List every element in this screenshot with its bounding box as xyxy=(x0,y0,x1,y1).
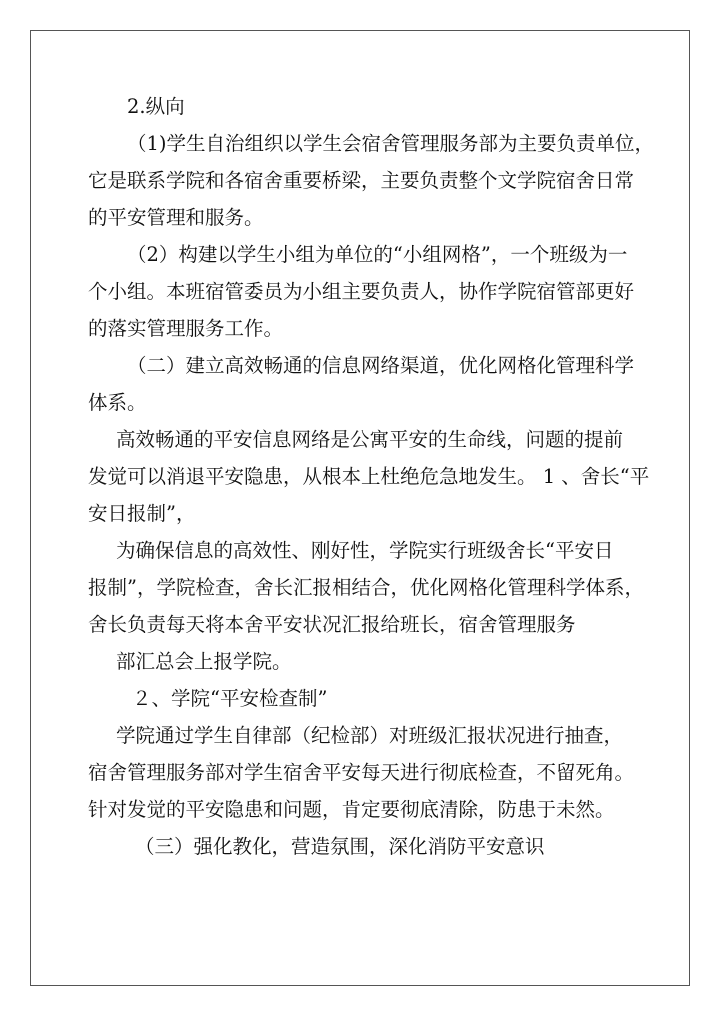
item-2-heading: ２、学院“平安检查制” xyxy=(132,687,328,710)
paragraph-4-line-1: 为确保信息的高效性、刚好性，学院实行班级舍长“平安日 xyxy=(116,539,614,562)
section-2-heading-line-2: 体系。 xyxy=(88,391,147,414)
paragraph-2-line-3: 的落实管理服务工作。 xyxy=(88,317,284,340)
heading-longitudinal: 2.纵向 xyxy=(127,95,185,118)
paragraph-2-line-2: 个小组。本班宿管委员为小组主要负责人，协作学院宿管部更好 xyxy=(88,280,635,303)
paragraph-5-line-3: 针对发觉的平安隐患和问题，肯定要彻底清除，防患于未然。 xyxy=(88,798,615,821)
paragraph-3-line-1: 高效畅通的平安信息网络是公寓平安的生命线，问题的提前 xyxy=(116,428,624,451)
paragraph-4-line-3: 舍长负责每天将本舍平安状况汇报给班长，宿舍管理服务 xyxy=(88,613,576,636)
paragraph-4-line-4: 部汇总会上报学院。 xyxy=(116,650,292,673)
paragraph-5-line-1: 学院通过学生自律部（纪检部）对班级汇报状况进行抽查， xyxy=(116,724,624,747)
paragraph-3-line-2: 发觉可以消退平安隐患，从根本上杜绝危急地发生。 1 、舍长“平 xyxy=(88,465,650,488)
document-body xyxy=(88,88,655,865)
paragraph-4-line-2: 报制”，学院检查，舍长汇报相结合，优化网格化管理科学体系， xyxy=(88,576,644,599)
section-3-heading: （三）强化教化，营造氛围，深化消防平安意识 xyxy=(135,835,545,858)
paragraph-1-line-3: 的平安管理和服务。 xyxy=(88,206,264,229)
paragraph-1-line-1: （1)学生自治组织以学生会宿舍管理服务部为主要负责单位， xyxy=(127,132,655,155)
section-2-heading-line-1: （二）建立高效畅通的信息网络渠道，优化网格化管理科学 xyxy=(127,354,635,377)
paragraph-2-line-1: （2）构建以学生小组为单位的“小组网格”，一个班级为一 xyxy=(127,243,628,266)
paragraph-3-line-3: 安日报制”， xyxy=(88,502,196,525)
paragraph-5-line-2: 宿舍管理服务部对学生宿舍平安每天进行彻底检查，不留死角。 xyxy=(88,761,635,784)
paragraph-1-line-2: 它是联系学院和各宿舍重要桥梁，主要负责整个文学院宿舍日常 xyxy=(88,169,635,192)
